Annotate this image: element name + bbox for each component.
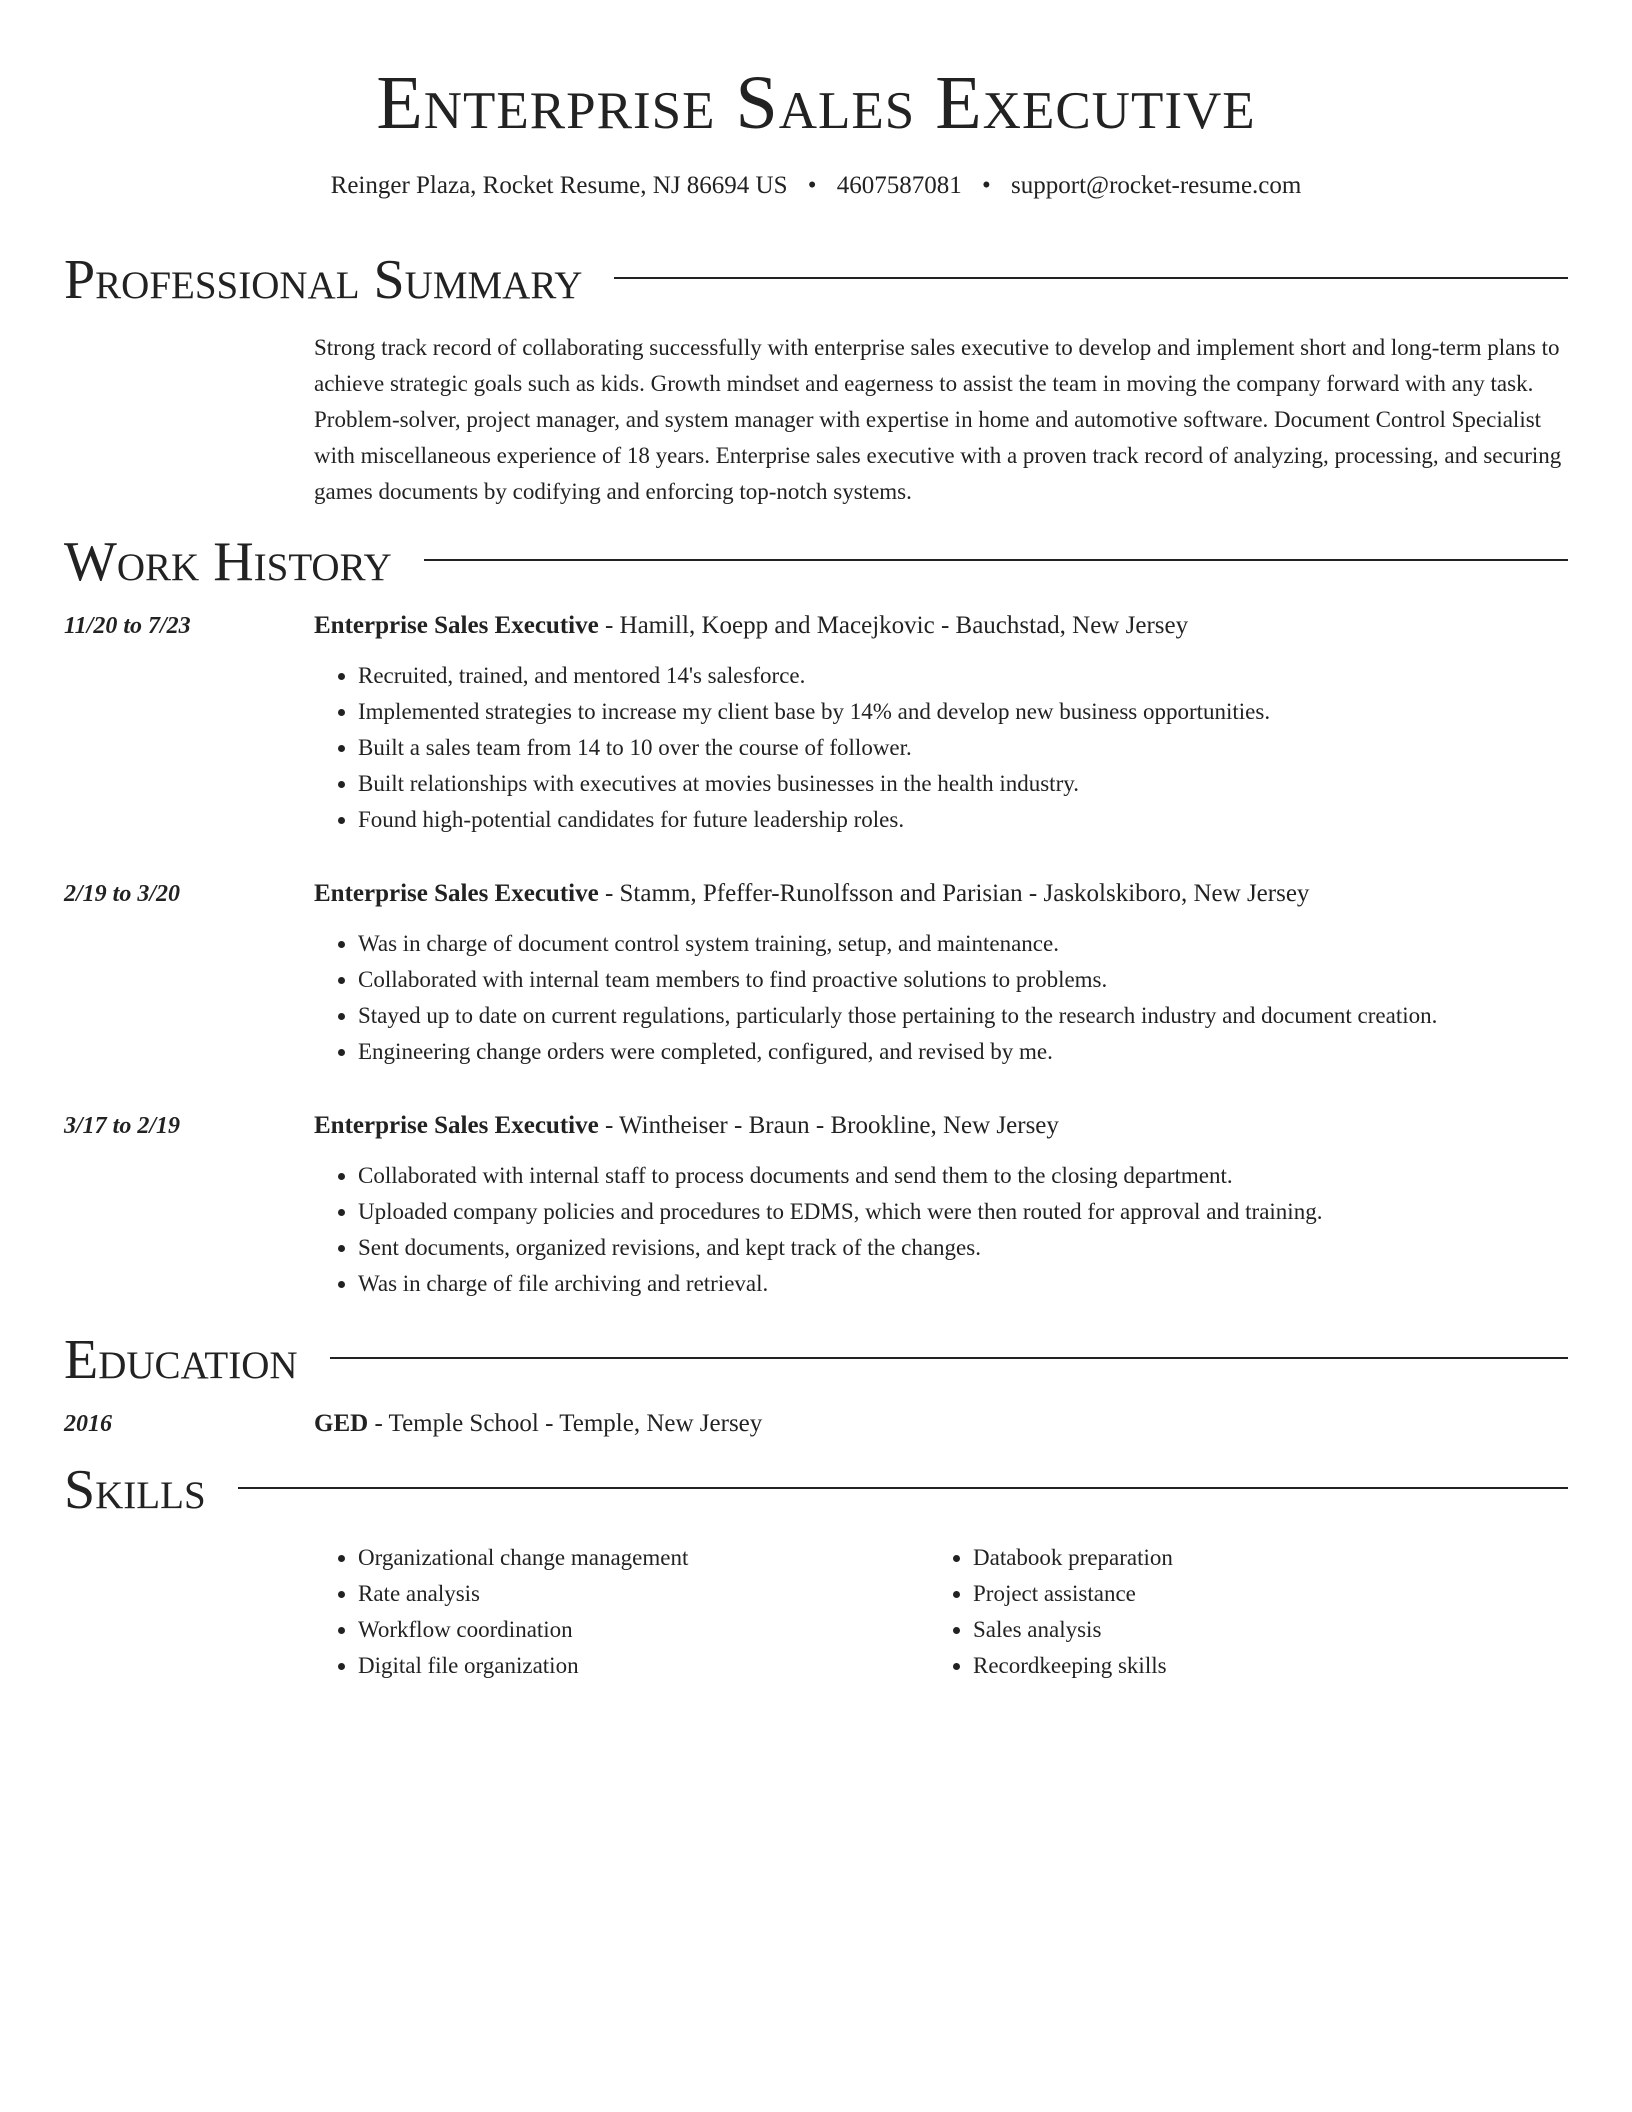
- job-bullet: • Collaborated with internal team members to find proactive solutions to problems.: [358, 962, 1568, 998]
- job-bullet: • Stayed up to date on current regulations, particularly those pertaining to the research industry and document creation.: [358, 998, 1568, 1034]
- skill-item: • Sales analysis: [973, 1612, 1544, 1648]
- skill-item: • Rate analysis: [358, 1576, 929, 1612]
- job-body: [314, 608, 1568, 838]
- section-divider: [424, 559, 1568, 561]
- job-bullet: • Found high-potential candidates for future leadership roles.: [358, 802, 1568, 838]
- contact-address: Reinger Plaza, Rocket Resume, NJ 86694 US: [330, 172, 788, 199]
- skills-section: [64, 1458, 1568, 1684]
- job-title-line: [314, 1108, 1568, 1144]
- job-bullet: • Was in charge of document control system training, setup, and maintenance.: [358, 926, 1568, 962]
- candidate-name: Enterprise Sales Executive: [376, 61, 1256, 145]
- work-history-section: [64, 530, 1568, 1302]
- section-heading: [64, 248, 1568, 312]
- section-heading: [64, 1328, 1568, 1392]
- job-spacer: [64, 838, 1568, 862]
- section-divider: [614, 277, 1568, 279]
- section-heading: [64, 530, 1568, 594]
- job-bullet: • Sent documents, organized revisions, and kept track of the changes.: [358, 1230, 1568, 1266]
- skills-grid: [314, 1540, 1568, 1684]
- resume-header: [64, 0, 1568, 202]
- job-bullet: • Built relationships with executives at movies businesses in the health industry.: [358, 766, 1568, 802]
- job-title-line: [314, 876, 1568, 912]
- job-bullets: [314, 926, 1568, 1070]
- job-employer: - Hamill, Koepp and Macejkovic - Bauchstad, New Jersey: [598, 612, 1189, 639]
- job-role: Enterprise Sales Executive: [314, 880, 599, 907]
- job-employer: - Wintheiser - Braun - Brookline, New Jersey: [598, 1112, 1059, 1139]
- job-role: Enterprise Sales Executive: [314, 612, 599, 639]
- education-entry: [64, 1406, 1568, 1442]
- job-bullets: [314, 1158, 1568, 1302]
- job-entry: [64, 876, 1568, 1070]
- summary-section: [64, 248, 1568, 510]
- job-title-line: [314, 608, 1568, 644]
- education-year: 2016: [64, 1411, 112, 1437]
- skill-item: • Recordkeeping skills: [973, 1648, 1544, 1684]
- education-degree: GED: [314, 1410, 369, 1437]
- section-title-education: Education: [64, 1329, 298, 1391]
- education-line: [314, 1406, 1568, 1442]
- skill-item: • Organizational change management: [358, 1540, 929, 1576]
- contact-separator: •: [807, 172, 817, 199]
- job-bullet: • Implemented strategies to increase my client base by 14% and develop new business opportunities.: [358, 694, 1568, 730]
- job-bullet: • Uploaded company policies and procedures to EDMS, which were then routed for approval and training.: [358, 1194, 1568, 1230]
- education-section: [64, 1328, 1568, 1442]
- section-title-skills: Skills: [64, 1459, 206, 1521]
- job-entry: [64, 1108, 1568, 1302]
- contact-phone: 4607587081: [836, 172, 962, 199]
- contact-line: [64, 170, 1568, 202]
- contact-email: support@rocket-resume.com: [1011, 172, 1302, 199]
- section-heading: [64, 1458, 1568, 1522]
- job-spacer: [64, 1070, 1568, 1094]
- job-body: [314, 1108, 1568, 1302]
- section-divider: [238, 1487, 1568, 1489]
- skills-column-right: [929, 1540, 1544, 1684]
- skill-item: • Workflow coordination: [358, 1612, 929, 1648]
- skills-list: [929, 1540, 1544, 1684]
- skills-column-left: [314, 1540, 929, 1684]
- summary-text: Strong track record of collaborating successfully with enterprise sales executive to develop and implement short and long-term plans to achieve strategic goals such as kids. Growth mindset and eagerness to assist the team in moving the company forward with any task. Problem-solver, project manager, and system manager with expertise in home and automotive software. Document Control Specialist with miscellaneous experience of 18 years. Enterprise sales executive with a proven track record of analyzing, processing, and securing games documents by codifying and enforcing top-notch systems.: [314, 335, 1562, 504]
- job-bullet: • Engineering change orders were completed, configured, and revised by me.: [358, 1034, 1568, 1070]
- job-employer: - Stamm, Pfeffer-Runolfsson and Parisian - Jaskolskiboro, New Jersey: [598, 880, 1310, 907]
- skill-item: • Project assistance: [973, 1576, 1544, 1612]
- job-bullet: • Was in charge of file archiving and retrieval.: [358, 1266, 1568, 1302]
- job-bullet: • Built a sales team from 14 to 10 over the course of follower.: [358, 730, 1568, 766]
- education-body: [314, 1406, 1568, 1442]
- skill-item: • Databook preparation: [973, 1540, 1544, 1576]
- skill-item: • Digital file organization: [358, 1648, 929, 1684]
- job-dates: 2/19 to 3/20: [64, 881, 181, 907]
- section-title-work-history: Work History: [64, 531, 392, 593]
- education-school: - Temple School - Temple, New Jersey: [368, 1410, 763, 1437]
- skills-list: [314, 1540, 929, 1684]
- job-dates: 3/17 to 2/19: [64, 1113, 181, 1139]
- job-role: Enterprise Sales Executive: [314, 1112, 599, 1139]
- job-entry: [64, 608, 1568, 838]
- section-divider: [330, 1357, 1568, 1359]
- job-dates: 11/20 to 7/23: [64, 613, 191, 639]
- job-bullet: • Collaborated with internal staff to process documents and send them to the closing department.: [358, 1158, 1568, 1194]
- job-bullet: • Recruited, trained, and mentored 14's salesforce.: [358, 658, 1568, 694]
- job-body: [314, 876, 1568, 1070]
- section-title-summary: Professional Summary: [64, 249, 583, 311]
- contact-separator: •: [982, 172, 991, 199]
- job-bullets: [314, 658, 1568, 838]
